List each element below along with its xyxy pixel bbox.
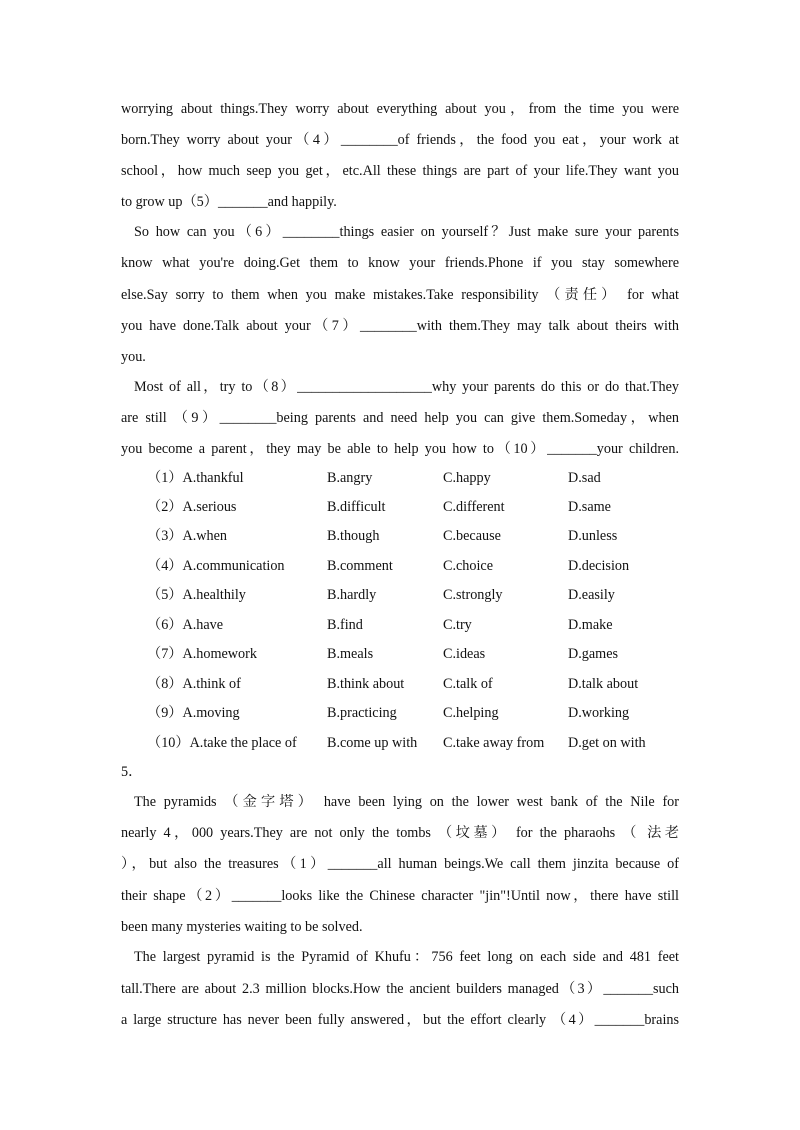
passage-line: So how can you（6）________things easier on yourself？Just make sure your parents: [134, 224, 679, 240]
option-row: [147, 616, 687, 634]
passage-line: you have done.Talk about your（7）________with them.They may talk about theirs with: [121, 318, 679, 334]
option-a: （8）A.think of: [147, 676, 241, 692]
option-b: B.practicing: [327, 705, 397, 721]
option-row: [147, 527, 687, 545]
passage-line: are still （9）________being parents and need help you can give them.Someday，when: [121, 410, 679, 426]
option-row: [147, 645, 687, 663]
option-a: （9）A.moving: [147, 705, 240, 721]
passage-line: nearly 4，000 years.They are not only the tombs （坟墓） for the pharaohs （ 法老: [121, 825, 679, 841]
option-b: B.though: [327, 528, 380, 544]
option-row: [147, 704, 687, 722]
option-b: B.difficult: [327, 499, 386, 515]
option-c: C.take away from: [443, 735, 545, 751]
option-d: D.decision: [568, 558, 630, 574]
option-a: （7）A.homework: [147, 646, 257, 662]
option-b: B.come up with: [327, 735, 418, 751]
option-d: D.easily: [568, 587, 615, 603]
passage-line: Most of all，try to（8）___________________why your parents do this or do that.They: [134, 379, 679, 395]
passage-line: school，how much seep you get，etc.All these things are part of your life.They want you: [121, 163, 679, 179]
option-c: C.try: [443, 617, 472, 633]
option-a: （2）A.serious: [147, 499, 237, 515]
option-a: （1）A.thankful: [147, 470, 244, 486]
option-a: （5）A.healthily: [147, 587, 246, 603]
option-d: D.working: [568, 705, 630, 721]
passage-line: you become a parent，they may be able to help you how to（10）_______your children.: [121, 441, 679, 457]
option-b: B.hardly: [327, 587, 377, 603]
option-row: [147, 557, 687, 575]
option-c: C.happy: [443, 470, 491, 486]
option-a: （6）A.have: [147, 617, 224, 633]
option-c: C.choice: [443, 558, 494, 574]
passage-line: to grow up（5）_______and happily.: [121, 194, 337, 210]
option-b: B.comment: [327, 558, 393, 574]
passage-line: The largest pyramid is the Pyramid of Khufu：756 feet long on each side and 481 feet: [134, 949, 679, 965]
option-b: B.angry: [327, 470, 373, 486]
option-d: D.unless: [568, 528, 618, 544]
passage-line: know what you're doing.Get them to know your friends.Phone if you stay somewhere: [121, 255, 679, 271]
option-d: D.sad: [568, 470, 601, 486]
option-b: B.think about: [327, 676, 405, 692]
passage-line: a large structure has never been fully answered，but the effort clearly （4）_______brains: [121, 1012, 679, 1028]
passage-line: ），but also the treasures（1）_______all human beings.We call them jinzita because of: [121, 856, 679, 872]
passage-line: been many mysteries waiting to be solved.: [121, 919, 363, 935]
option-c: C.ideas: [443, 646, 486, 662]
option-d: D.same: [568, 499, 611, 515]
option-c: C.strongly: [443, 587, 503, 603]
passage-line: worrying about things.They worry about everything about you，from the time you were: [121, 101, 679, 117]
option-c: C.helping: [443, 705, 499, 721]
option-d: D.get on with: [568, 735, 646, 751]
option-c: C.because: [443, 528, 501, 544]
option-a: （10）A.take the place of: [147, 735, 297, 751]
option-row: [147, 734, 687, 752]
passage-line: The pyramids （金字塔） have been lying on the lower west bank of the Nile for: [134, 794, 679, 810]
option-d: D.talk about: [568, 676, 639, 692]
option-a: （4）A.communication: [147, 558, 285, 574]
option-a: （3）A.when: [147, 528, 227, 544]
option-row: [147, 469, 687, 487]
option-b: B.meals: [327, 646, 374, 662]
passage-line: born.They worry about your（4）________of friends，the food you eat，your work at: [121, 132, 679, 148]
option-c: C.different: [443, 499, 505, 515]
option-d: D.make: [568, 617, 613, 633]
option-b: B.find: [327, 617, 363, 633]
option-c: C.talk of: [443, 676, 493, 692]
option-d: D.games: [568, 646, 619, 662]
option-row: [147, 586, 687, 604]
option-row: [147, 498, 687, 516]
passage-line: tall.There are about 2.3 million blocks.How the ancient builders managed（3）_______such: [121, 981, 679, 997]
passage-line: else.Say sorry to them when you make mistakes.Take responsibility （责任） for what: [121, 287, 679, 303]
passage-line: their shape（2）_______looks like the Chinese character "jin"!Until now，there have still: [121, 888, 679, 904]
passage-line: you.: [121, 349, 146, 365]
option-row: [147, 675, 687, 693]
question-number: 5．: [121, 764, 143, 780]
